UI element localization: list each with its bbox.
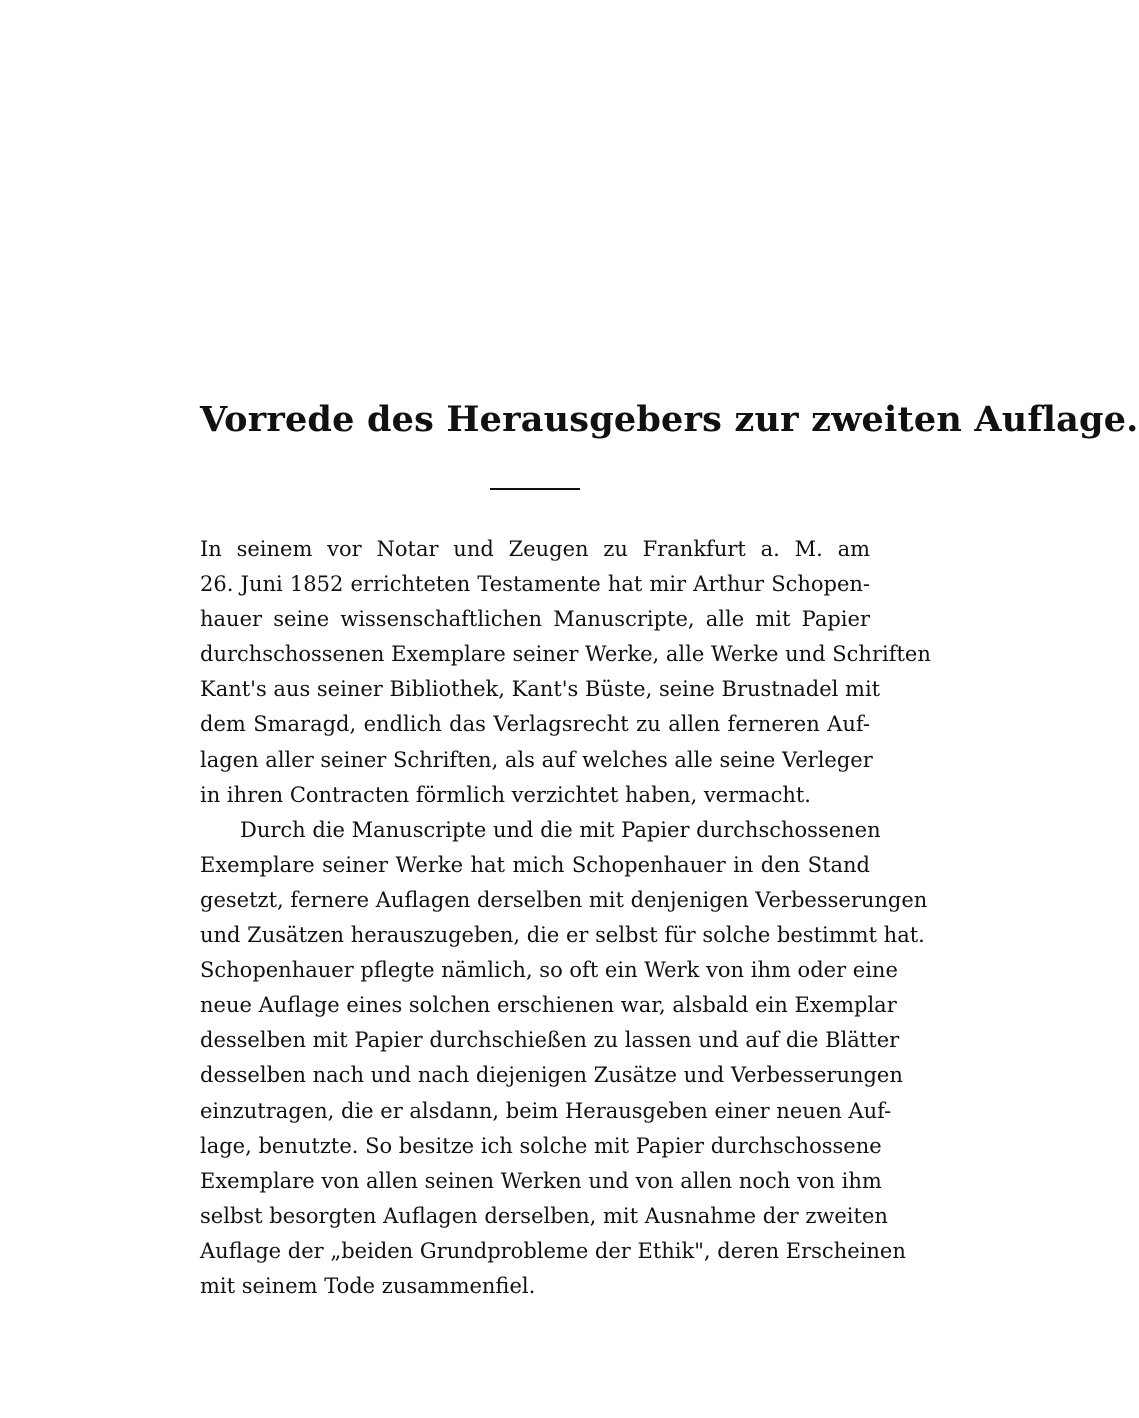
text-line: einzutragen, die er alsdann, beim Herausgeben einer neuen Auf-: [200, 1098, 892, 1123]
paragraph-2: [200, 813, 928, 1304]
text-line: desselben nach und nach diejenigen Zusätze und Verbesserungen: [200, 1063, 903, 1088]
text-line: Exemplare seiner Werke hat mich Schopenhauer in den Stand: [200, 852, 870, 877]
heading-divider-rule: [490, 488, 580, 490]
text-line: dem Smaragd, endlich das Verlagsrecht zu allen ferneren Auf-: [200, 712, 870, 737]
text-line: lagen aller seiner Schriften, als auf welches alle seine Verleger: [200, 747, 873, 772]
text-line: und Zusätzen herauszugeben, die er selbst für solche bestimmt hat.: [200, 923, 925, 948]
text-line: lage, benutzte. So besitze ich solche mit Papier durchschossene: [200, 1133, 882, 1158]
text-line: hauer seine wissenschaftlichen Manuscripte, alle mit Papier: [200, 607, 870, 632]
text-line: neue Auflage eines solchen erschienen war, alsbald ein Exemplar: [200, 993, 897, 1018]
text-line: desselben mit Papier durchschießen zu lassen und auf die Blätter: [200, 1028, 900, 1053]
chapter-heading: Vorrede des Herausgebers zur zweiten Auflage.: [200, 399, 1139, 440]
paragraph-1: [200, 532, 931, 813]
text-line: in ihren Contracten förmlich verzichtet haben, vermacht.: [200, 782, 811, 807]
text-line: mit seinem Tode zusammenfiel.: [200, 1273, 536, 1298]
text-line: gesetzt, fernere Auflagen derselben mit denjenigen Verbesserungen: [200, 887, 928, 912]
text-line: Schopenhauer pflegte nämlich, so oft ein Werk von ihm oder eine: [200, 958, 898, 983]
text-line: Kant's aus seiner Bibliothek, Kant's Büste, seine Brustnadel mit: [200, 677, 881, 702]
text-line: durchschossenen Exemplare seiner Werke, alle Werke und Schriften: [200, 642, 931, 667]
preface-body: [200, 532, 931, 1304]
text-line: Auflage der „beiden Grundprobleme der Ethik", deren Erscheinen: [200, 1238, 906, 1263]
text-line: In seinem vor Notar und Zeugen zu Frankfurt a. M. am: [200, 537, 870, 561]
text-line: selbst besorgten Auflagen derselben, mit Ausnahme der zweiten: [200, 1203, 888, 1228]
text-line: Durch die Manuscripte und die mit Papier durchschossenen: [240, 817, 881, 842]
text-line: 26. Juni 1852 errichteten Testamente hat mir Arthur Schopen-: [200, 572, 870, 597]
text-line: Exemplare von allen seinen Werken und von allen noch von ihm: [200, 1168, 882, 1193]
